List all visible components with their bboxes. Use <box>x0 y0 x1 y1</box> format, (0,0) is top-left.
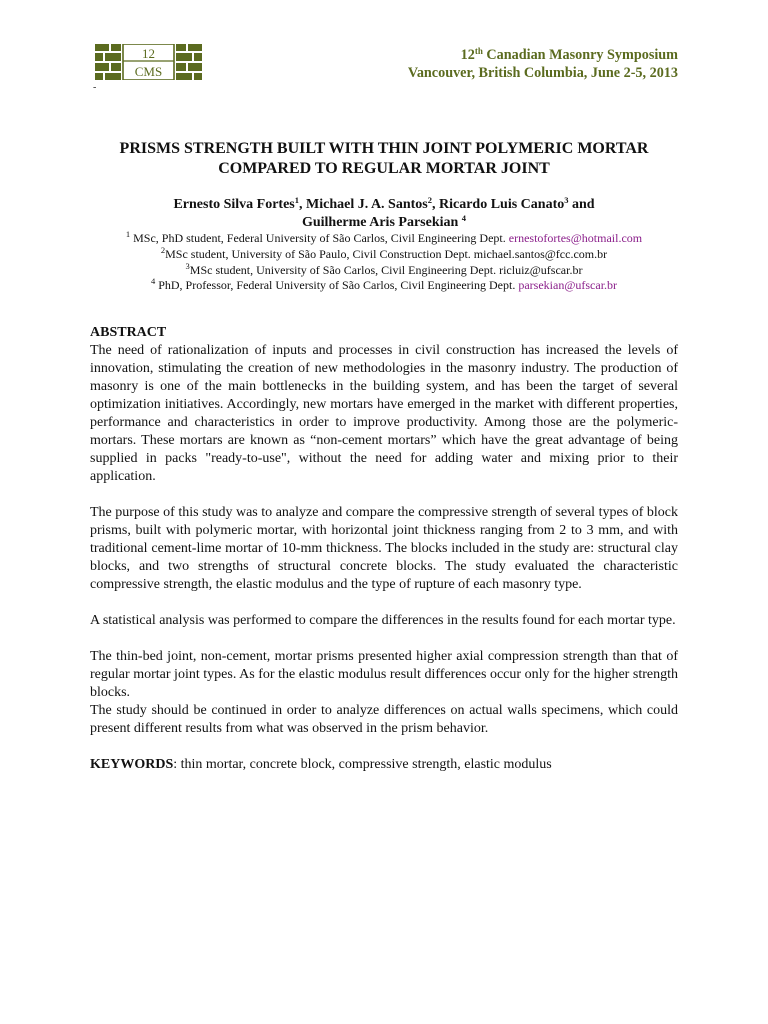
affiliation: $^2$MSc student, University of São Paulo, Civil Construction Dept. michael.santos@fcc.com.br <box>160 244 608 261</box>
author-name: Ernesto Silva Fortes <box>173 197 295 212</box>
affiliations <box>70 231 698 294</box>
abstract-paragraph: The thin-bed joint, non-cement, mortar prisms presented higher axial compression strength than that of regular mortar joint types. As for the elastic modulus result differences occur only for the higher strength blocks. <box>90 649 678 700</box>
cms-logo <box>95 44 202 80</box>
author-name: Ricardo Luis Canato <box>439 197 565 212</box>
conference-title: 12th Canadian Masonry Symposium <box>460 46 678 63</box>
conference-header <box>408 46 678 82</box>
author-name: Guilherme Aris Parsekian <box>301 215 462 230</box>
logo-number: 12 <box>142 46 155 61</box>
author-list: Ernesto Silva Fortes$^1$, Michael J. A. Santos$^2$, Ricardo Luis Canato$^3$ and Guilherme Aris Parsekian $^4$ <box>173 195 595 230</box>
keywords-label: KEYWORDS <box>90 757 174 772</box>
logo-text: CMS <box>134 64 163 79</box>
title-line: PRISMS STRENGTH BUILT WITH THIN JOINT POLYMERIC MORTAR <box>119 140 649 157</box>
conference-location: Vancouver, British Columbia, June 2-5, 2013 <box>407 65 678 81</box>
affiliation: $^3$MSc student, University of São Carlos, Civil Engineering Dept. ricluiz@ufscar.br <box>185 260 583 277</box>
abstract-paragraph: The purpose of this study was to analyze and compare the compressive strength of several types of block prisms, built with polymeric mortar, with horizontal joint thickness ranging from 2 to 3 mm, and with traditional cement-lime mortar of 10-mm thickness. The blocks included in the study are: structural clay blocks, and two strengths of structural concrete blocks. The study evaluated the characteristic compressive strength, the elastic modulus and the type of rupture of each masonry type. <box>90 505 678 592</box>
abstract-heading: ABSTRACT <box>90 325 167 340</box>
author-name: Michael J. A. Santos <box>306 197 428 212</box>
email-link[interactable]: ernestofortes@hotmail.com <box>508 231 643 245</box>
affiliation: $^4$ PhD, Professor, Federal University of São Carlos, Civil Engineering Dept. parsekian@ufscar.br <box>150 276 618 293</box>
abstract-section <box>90 324 678 774</box>
affiliation: $^1$ MSc, PhD student, Federal University of São Carlos, Civil Engineering Dept. ernestofortes@hotmail.com <box>125 229 643 245</box>
abstract-paragraph: The need of rationalization of inputs and processes in civil construction has increased the levels of innovation, stimulating the creation of new methodologies in the masonry industry. The production of masonry is one of the main bottlenecks in the building system, and has been the target of several optimization initiatives. Accordingly, new mortars have emerged in the market with different properties, performance and characteristics in order to improve productivity. Among those are the polymeric-mortars. These mortars are known as “non-cement mortars” which have the great advantage of being supplied in packs "ready-to-use", without the need for adding water and mixing prior to their application. <box>90 343 678 484</box>
abstract-paragraph: The study should be continued in order to analyze differences on actual walls specimens, which could present different results from what was observed in the prism behavior. <box>90 703 678 736</box>
abstract-paragraph: A statistical analysis was performed to compare the differences in the results found for each mortar type. <box>90 613 676 628</box>
title-line: COMPARED TO REGULAR MORTAR JOINT <box>218 160 550 177</box>
paper-title <box>70 139 698 179</box>
keywords <box>90 756 678 774</box>
email-link[interactable]: parsekian@ufscar.br <box>518 278 618 293</box>
keywords-text: : thin mortar, concrete block, compressive strength, elastic modulus <box>173 757 552 772</box>
logo-dash: - <box>93 82 97 93</box>
